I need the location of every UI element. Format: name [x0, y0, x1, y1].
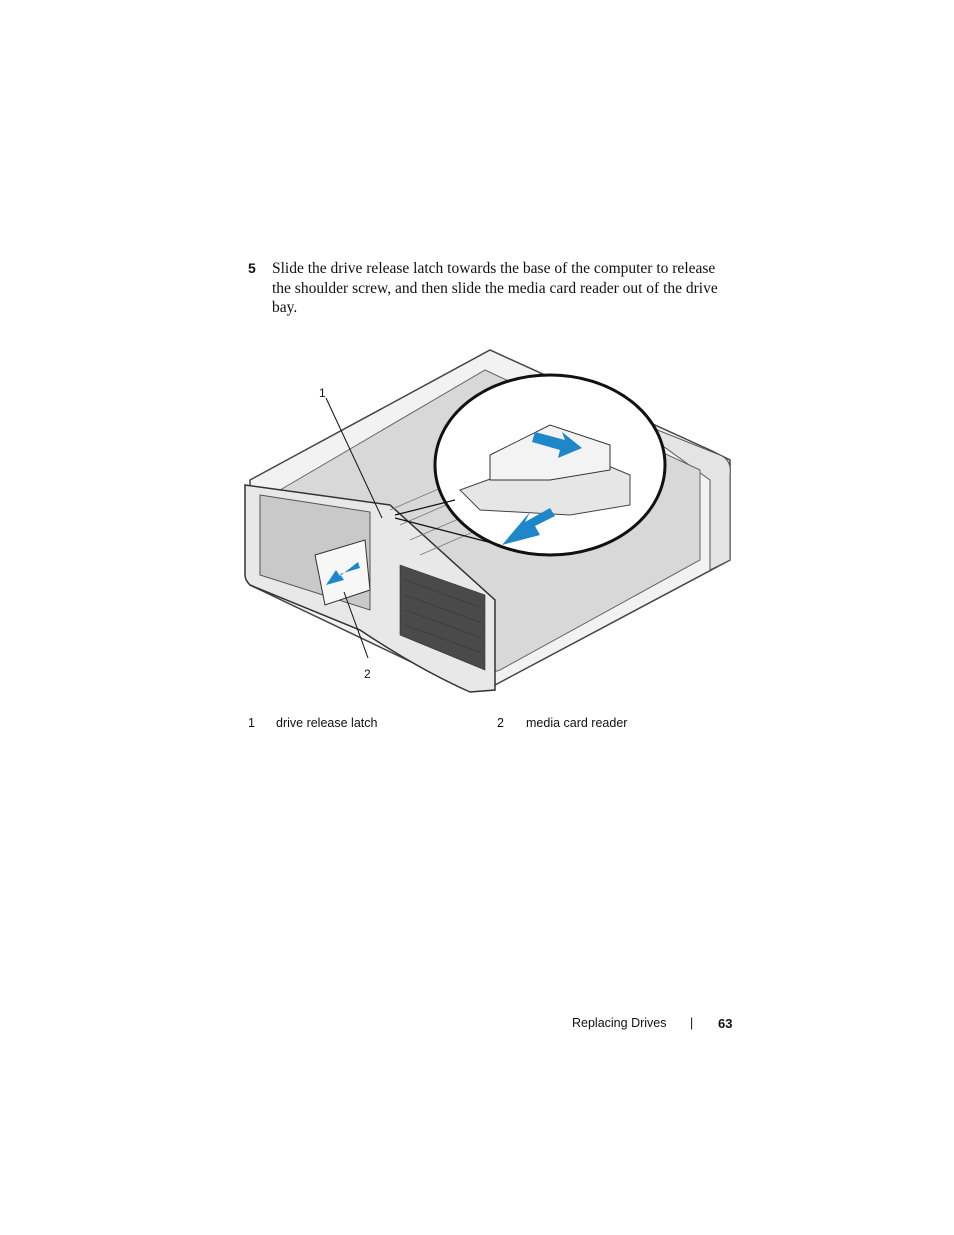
legend-item-2-number: 2 — [497, 716, 504, 730]
chassis-drawing — [240, 340, 740, 700]
footer-section: Replacing Drives — [572, 1016, 667, 1030]
callout-1: 1 — [319, 386, 326, 400]
page-footer — [540, 1016, 740, 1034]
step-number: 5 — [248, 260, 256, 276]
step-text: Slide the drive release latch towards the base of the computer to release the shoulder screw, and then slide the media card reader out of the drive bay. — [272, 260, 718, 316]
legend-item-1-label: drive release latch — [276, 716, 378, 730]
legend-item-1-number: 1 — [248, 716, 255, 730]
computer-illustration — [240, 340, 740, 700]
legend-item-2-label: media card reader — [526, 716, 628, 730]
page-number: 63 — [718, 1016, 733, 1031]
footer-separator: | — [690, 1016, 694, 1030]
callout-2: 2 — [364, 667, 371, 681]
step-instruction — [248, 259, 738, 318]
figure-legend — [248, 716, 748, 734]
